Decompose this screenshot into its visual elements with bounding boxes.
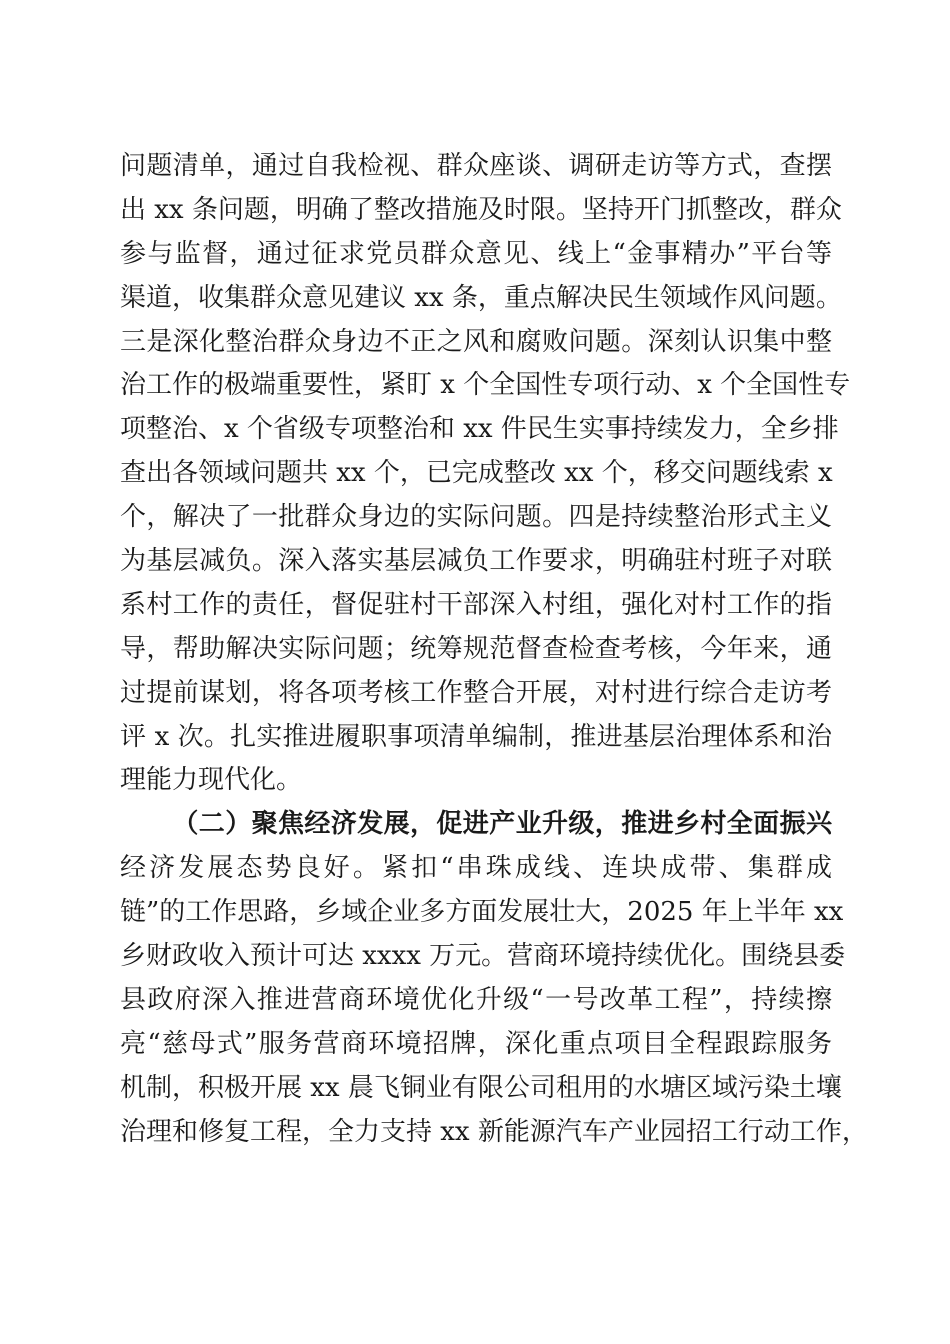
body-line: 问题清单，通过自我检视、群众座谈、调研走访等方式，查摆 [120, 151, 832, 181]
body-line: 过提前谋划，将各项考核工作整合开展，对村进行综合走访考 [120, 677, 832, 708]
body-line: 经济发展态势良好。紧扣“串珠成线、连块成带、集群成 [120, 853, 832, 884]
body-line: 导，帮助解决实际问题；统筹规范督查检查考核，今年来，通 [120, 633, 832, 664]
body-line: 治工作的极端重要性，紧盯 x 个全国性专项行动、x 个全国性专 [120, 370, 851, 401]
body-line: 参与监督，通过征求党员群众意见、线上“金事精办”平台等 [120, 238, 832, 269]
body-line: 链”的工作思路，乡域企业多方面发展壮大，2025 年上半年 xx [120, 897, 844, 928]
body-line: 为基层减负。深入落实基层减负工作要求，明确驻村班子对联 [120, 546, 832, 577]
body-line: 系村工作的责任，督促驻村干部深入村组，强化对村工作的指 [120, 589, 832, 620]
body-line: 评 x 次。扎实推进履职事项清单编制，推进基层治理体系和治 [120, 721, 832, 752]
body-line: 乡财政收入预计可达 xxxx 万元。营商环境持续优化。围绕县委 [120, 941, 846, 972]
body-line: 个，解决了一批群众身边的实际问题。四是持续整治形式主义 [120, 502, 832, 533]
body-line: 项整治、x 个省级专项整治和 xx 件民生实事持续发力，全乡排 [120, 414, 839, 445]
body-line: 县政府深入推进营商环境优化升级“一号改革工程”，持续擦 [120, 984, 832, 1015]
body-line: 三是深化整治群众身边不正之风和腐败问题。深刻认识集中整 [120, 326, 832, 357]
body-line: 亮“慈母式”服务营商环境招牌，深化重点项目全程跟踪服务 [120, 1028, 832, 1059]
body-line: 查出各领域问题共 xx 个，已完成整改 xx 个，移交问题线索 x [120, 458, 833, 489]
body-line: 理能力现代化。 [120, 765, 303, 796]
body-line: 渠道，收集群众意见建议 xx 条，重点解决民生领域作风问题。 [120, 282, 842, 313]
body-line: 治理和修复工程，全力支持 xx 新能源汽车产业园招工行动工作， [120, 1116, 868, 1147]
section-heading-text: （二）聚焦经济发展，促进产业升级，推进乡村全面振兴 [172, 809, 832, 840]
body-line: 机制，积极开展 xx 晨飞铜业有限公司租用的水塘区域污染土壤 [120, 1072, 842, 1103]
document-body [120, 145, 868, 1154]
section-heading [120, 803, 832, 847]
body-line: 出 xx 条问题，明确了整改措施及时限。坚持开门抓整改，群众 [120, 194, 842, 225]
